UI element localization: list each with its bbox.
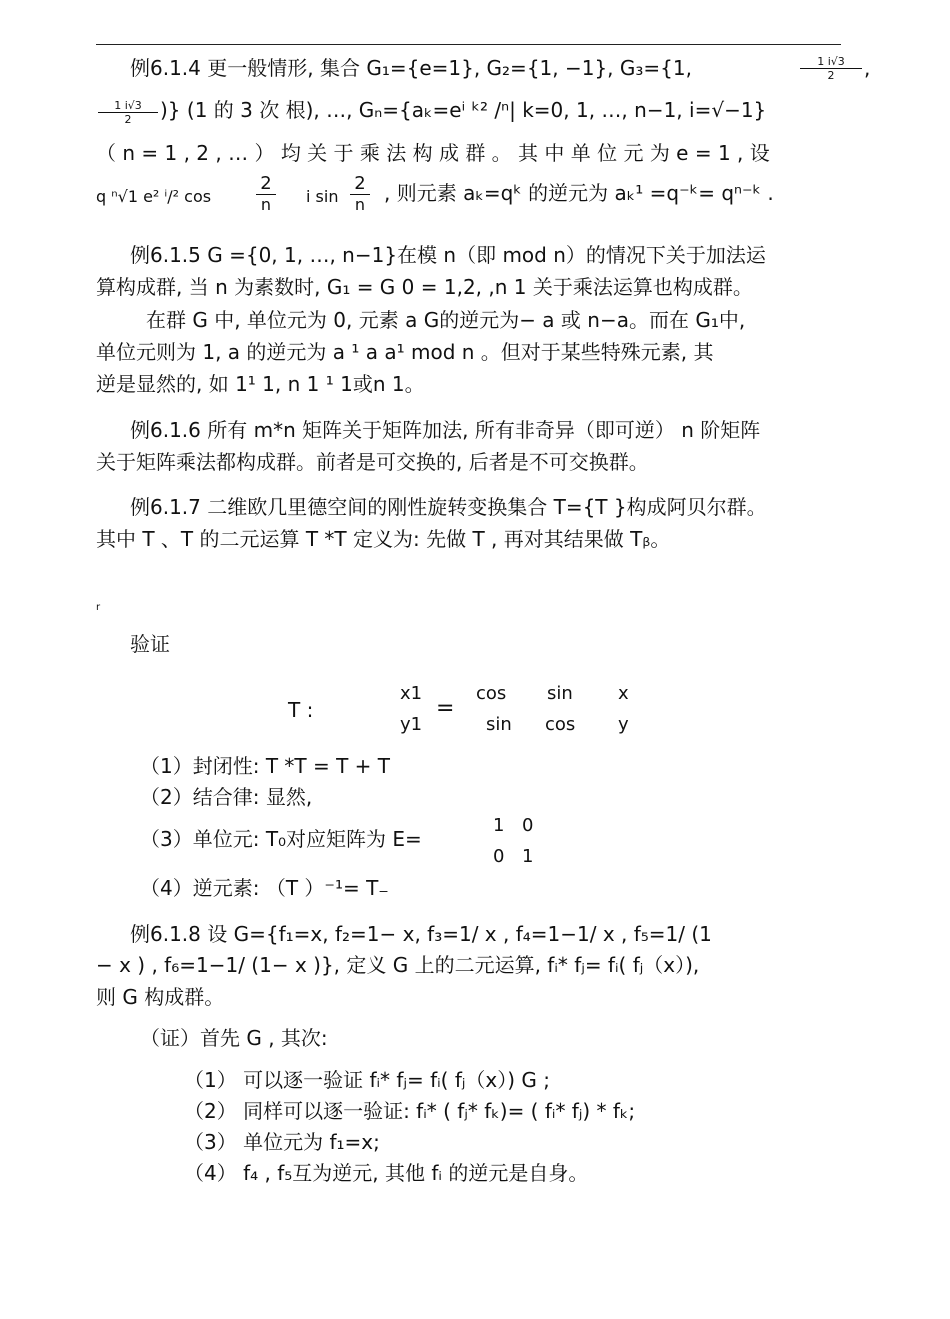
- ex617-line2: 其中 T 、T 的二元运算 T *T 定义为: 先做 T , 再对其结果做 Tᵦ。: [96, 527, 671, 551]
- ex614-line4-c: , 则元素 aₖ=qᵏ 的逆元为 aₖ¹ =q⁻ᵏ= qⁿ⁻ᵏ .: [384, 181, 774, 205]
- ex615-line1: 例6.1.5 G ={0, 1, …, n−1}在模 n（即 mod n）的情况下关于加法运: [130, 243, 766, 267]
- identity-e12: 0: [522, 815, 534, 836]
- matrix-sin-21: sin: [486, 714, 512, 735]
- ex616-line2: 关于矩阵乘法都构成群。前者是可交换的, 后者是不可交换群。: [96, 450, 649, 474]
- equals-sign: =: [436, 696, 455, 721]
- ex618-line3: 则 G 构成群。: [96, 985, 225, 1009]
- ex614-line1: 例6.1.4 更一般情形, 集合 G₁={e=1}, G₂={1, −1}, G₃={1,: [130, 56, 692, 80]
- vector-y: y: [618, 714, 629, 735]
- ex614-line4-b: i sin: [306, 187, 339, 206]
- identity-property: （3）单位元: T₀对应矩阵为 E=: [140, 827, 422, 851]
- closure-property: （1）封闭性: T *T = T + T: [140, 754, 390, 778]
- x1-label: x1: [400, 683, 423, 704]
- ex615-line5: 逆是显然的, 如 1¹ 1, n 1 ¹ 1或n 1。: [96, 372, 425, 396]
- ex615-line3: 在群 G 中, 单位元为 0, 元素 a G的逆元为− a 或 n−a。而在 G₁中,: [146, 308, 746, 332]
- inverse-property: （4）逆元素: （T ）⁻¹= T₋: [140, 876, 389, 900]
- ex615-line4: 单位元则为 1, a 的逆元为 a ¹ a a¹ mod n 。但对于某些特殊元素, 其: [96, 340, 714, 364]
- matrix-sin-12: sin: [547, 683, 573, 704]
- vector-x: x: [618, 683, 629, 704]
- verify-title: 验证: [130, 632, 170, 656]
- ex614-cos-fraction: 2 n: [256, 174, 276, 215]
- proof-step-1: （1） 可以逐一验证 fᵢ* fⱼ= fᵢ( fⱼ（x）) G ;: [184, 1068, 550, 1092]
- identity-e22: 1: [522, 846, 534, 867]
- ex614-line1-end: ,: [864, 56, 871, 80]
- rotation-label: T :: [288, 698, 314, 722]
- ex617-line1: 例6.1.7 二维欧几里德空间的刚性旋转变换集合 T={T }构成阿贝尔群。: [130, 495, 767, 519]
- ex614-line3: （ n = 1 , 2 , … ） 均 关 于 乘 法 构 成 群 。 其 中 单 位 元 为 e = 1 , 设: [96, 141, 770, 165]
- proof-intro: （证）首先 G , 其次:: [140, 1026, 328, 1050]
- identity-e21: 0: [493, 846, 505, 867]
- matrix-cos-22: cos: [545, 714, 576, 735]
- y1-label: y1: [400, 714, 423, 735]
- matrix-cos-11: cos: [476, 683, 507, 704]
- stray-mark: r: [96, 602, 101, 613]
- associativity-property: （2）结合律: 显然,: [140, 785, 313, 809]
- ex618-line1: 例6.1.8 设 G={f₁=x, f₂=1− x, f₃=1/ x , f₄=1−1/ x , f₅=1/ (1: [130, 922, 712, 946]
- ex614-sin-fraction: 2 n: [350, 174, 370, 215]
- top-rule: [96, 44, 841, 45]
- ex614-line4-a: q ⁿ√1 e² ⁱ/² cos: [96, 187, 212, 206]
- proof-step-2: （2） 同样可以逐一验证: fᵢ* ( fⱼ* fₖ)= ( fᵢ* fⱼ) * fₖ;: [184, 1099, 636, 1123]
- ex616-line1: 例6.1.6 所有 m*n 矩阵关于矩阵加法, 所有非奇异（即可逆） n 阶矩阵: [130, 418, 761, 442]
- ex614-line2: )} (1 的 3 次 根), …, Gₙ={aₖ=eⁱ ᵏ² /ⁿ| k=0, 1, …, n−1, i=√−1}: [160, 98, 767, 122]
- proof-step-4: （4） f₄ , f₅互为逆元, 其他 fᵢ 的逆元是自身。: [184, 1161, 589, 1185]
- ex614-fraction-1: 1 i√3 2: [800, 55, 862, 82]
- proof-step-3: （3） 单位元为 f₁=x;: [184, 1130, 380, 1154]
- identity-e11: 1: [493, 815, 505, 836]
- ex615-line2: 算构成群, 当 n 为素数时, G₁ = G 0 = 1,2, ,n 1 关于乘法运算也构成群。: [96, 275, 753, 299]
- ex618-line2: − x ) , f₆=1−1/ (1− x )}, 定义 G 上的二元运算, fᵢ* fⱼ= fᵢ( fⱼ（x）),: [96, 953, 700, 977]
- ex614-fraction-2: 1 i√3 2: [98, 99, 158, 126]
